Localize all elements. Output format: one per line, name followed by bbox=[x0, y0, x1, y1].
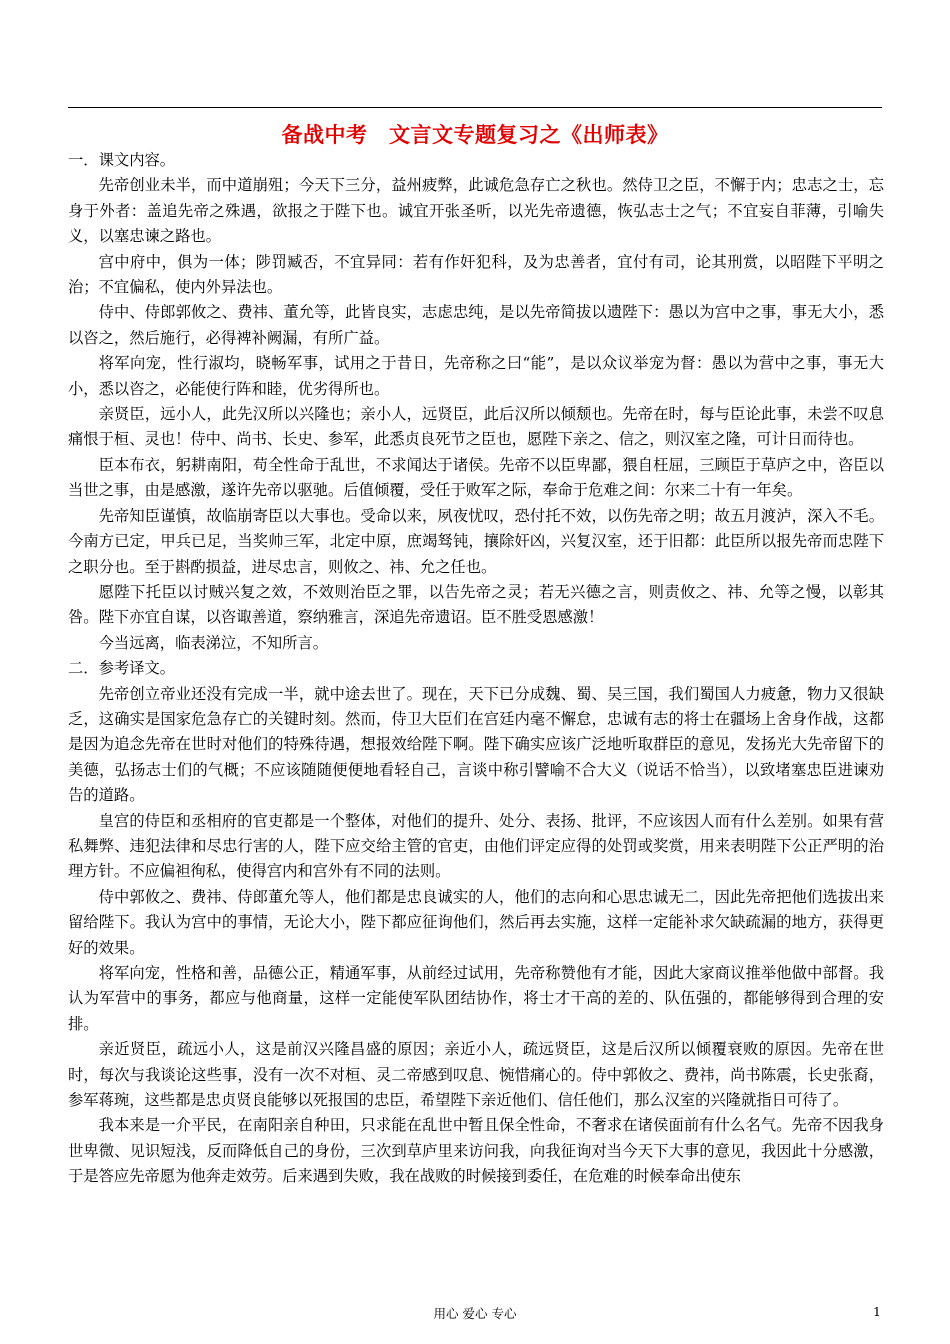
translation-paragraph: 侍中郭攸之、费祎、侍郎董允等人，他们都是忠良诚实的人，他们的志向和心思忠诚无二，因此先帝把他们选拔出来留给陛下。我认为宫中的事情，无论大小，陛下都应征询他们，然后再去实施，这样一定能补求欠缺疏漏的地方，获得更好的效果。 bbox=[68, 887, 884, 957]
translation-paragraph: 亲近贤臣，疏远小人，这是前汉兴隆昌盛的原因；亲近小人，疏远贤臣，这是后汉所以倾覆衰败的原因。先帝在世时，每次与我谈论这些事，没有一次不对桓、灵二帝感到叹息、惋惜痛心的。侍中郭攸之、费祎，尚书陈震，长史张裔，参军蒋琬，这些都是忠贞贤良能够以死报国的忠臣，希望陛下亲近他们、信任他们，那么汉室的兴隆就指日可待了。 bbox=[68, 1040, 884, 1110]
translation-paragraph: 先帝创立帝业还没有完成一半，就中途去世了。现在，天下已分成魏、蜀、吴三国，我们蜀国人力疲惫，物力又很缺乏，这确实是国家危急存亡的关键时刻。然而，侍卫大臣们在宫廷内毫不懈怠，忠诚有志的将士在疆场上舍身作战，这都是因为追念先帝在世时对他们的特殊待遇，想报效给陛下啊。陛下确实应该广泛地听取群臣的意见，发扬光大先帝留下的美德，弘扬志士们的气概；不应该随随便便地看轻自己，言谈中称引譬喻不合大义（说话不恰当），以致堵塞忠臣进谏劝告的道路。 bbox=[68, 684, 884, 805]
translation-paragraph: 皇宫的侍臣和丞相府的官吏都是一个整体，对他们的提升、处分、表扬、批评，不应该因人而有什么差别。如果有营私舞弊、违犯法律和尽忠行害的人，陛下应交给主管的官吏，由他们评定应得的处罚或奖赏，用来表明陛下公正严明的治理方针。不应偏袒徇私，使得宫内和宫外有不同的法则。 bbox=[68, 811, 884, 881]
translation-paragraph: 将军向宠，性格和善，品德公正，精通军事，从前经过试用，先帝称赞他有才能，因此大家商议推举他做中部督。我认为军营中的事务，都应与他商量，这样一定能使军队团结协作，将士才干高的差的、队伍强的，都能够得到合理的安排。 bbox=[68, 964, 884, 1033]
original-paragraph: 侍中、侍郎郭攸之、费祎、董允等，此皆良实，志虑忠纯，是以先帝简拔以遗陛下：愚以为宫中之事，事无大小，悉以咨之，然后施行，必得裨补阙漏，有所广益。 bbox=[68, 303, 884, 347]
original-paragraph: 先帝知臣谨慎，故临崩寄臣以大事也。受命以来，夙夜忧叹，恐付托不效，以伤先帝之明；故五月渡泸，深入不毛。今南方已定，甲兵已足，当奖帅三军，北定中原，庶竭驽钝，攘除奸凶，兴复汉室，还于旧都：此臣所以报先帝而忠陛下之职分也。至于斟酌损益，进尽忠言，则攸之、祎、允之任也。 bbox=[68, 506, 884, 576]
translation-paragraph: 我本来是一介平民，在南阳亲自种田，只求能在乱世中暂且保全性命，不奢求在诸侯面前有什么名气。先帝不因我身世卑微、见识短浅，反而降低自己的身份，三次到草庐里来访问我，向我征询对当今天下大事的意见，我因此十分感激，于是答应先帝愿为他奔走效劳。后来遇到失败，我在战败的时候接到委任，在危难的时候奉命出使东 bbox=[68, 1116, 884, 1186]
original-paragraph: 臣本布衣，躬耕南阳，苟全性命于乱世，不求闻达于诸侯。先帝不以臣卑鄙，猥自枉屈，三顾臣于草庐之中，咨臣以当世之事，由是感激，遂许先帝以驱驰。后值倾覆，受任于败军之际，奉命于危难之间：尔来二十有一年矣。 bbox=[68, 455, 884, 500]
original-paragraph: 宫中府中，俱为一体；陟罚臧否，不宜异同：若有作奸犯科，及为忠善者，宜付有司，论其刑赏，以昭陛下平明之治；不宜偏私，使内外异法也。 bbox=[68, 252, 884, 297]
section-heading-translation: 二．参考译文。 bbox=[68, 659, 176, 678]
original-paragraph: 愿陛下托臣以讨贼兴复之效，不效则治臣之罪，以告先帝之灵；若无兴德之言，则责攸之、祎、允等之慢，以彰其咎。陛下亦宜自谋，以咨诹善道，察纳雅言，深追先帝遗诏。臣不胜受恩感激！ bbox=[68, 582, 884, 627]
page-number: 1 bbox=[873, 1304, 881, 1319]
header-rule bbox=[68, 107, 882, 108]
original-paragraph: 将军向宠，性行淑均，晓畅军事，试用之于昔日，先帝称之曰“能”，是以众议举宠为督：愚以为营中之事，事无大小，悉以咨之，必能使行阵和睦，优劣得所也。 bbox=[68, 354, 884, 398]
original-paragraph: 先帝创业未半，而中道崩殂；今天下三分，益州疲弊，此诚危急存亡之秋也。然侍卫之臣，不懈于内；忠志之士，忘身于外者：盖追先帝之殊遇，欲报之于陛下也。诚宜开张圣听，以光先帝遗德，恢弘志士之气；不宜妄自菲薄，引喻失义，以塞忠谏之路也。 bbox=[68, 176, 884, 246]
document-body bbox=[68, 148, 884, 1190]
footer-text: 用心 爱心 专心 bbox=[433, 1306, 517, 1321]
page-title: 备战中考 文言文专题复习之《出师表》 bbox=[281, 123, 669, 147]
section-heading-original: 一．课文内容。 bbox=[68, 151, 176, 169]
original-paragraph: 今当远离，临表涕泣，不知所言。 bbox=[98, 633, 329, 652]
original-paragraph: 亲贤臣，远小人，此先汉所以兴隆也；亲小人，远贤臣，此后汉所以倾颓也。先帝在时，每与臣论此事，未尝不叹息痛恨于桓、灵也！侍中、尚书、长史、参军，此悉贞良死节之臣也，愿陛下亲之、信之，则汉室之隆，可计日而待也。 bbox=[68, 405, 884, 449]
